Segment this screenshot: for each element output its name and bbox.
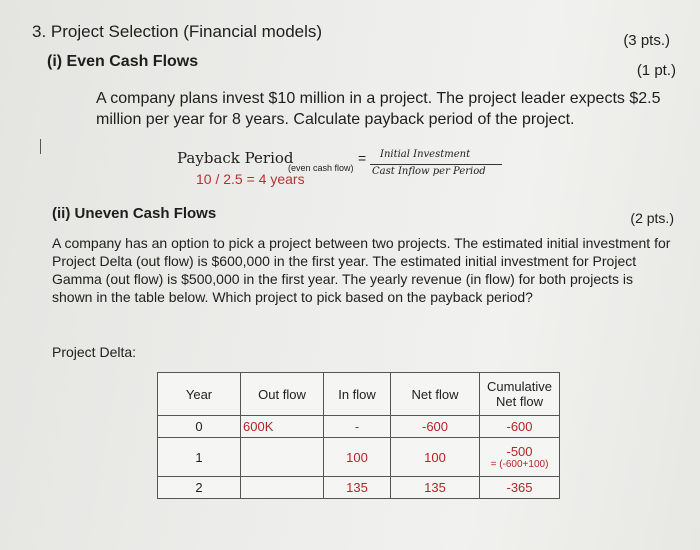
cell-inflow: 100 [324, 438, 391, 477]
cell-outflow: 600K [241, 416, 324, 438]
margin-mark [40, 139, 41, 154]
table-row [158, 416, 560, 438]
table-header-row [158, 373, 560, 416]
header-inflow: In flow [324, 373, 391, 416]
cell-cumulative: -600 [480, 416, 560, 438]
formula-left-term: Payback Period [177, 149, 294, 167]
cell-inflow: 135 [324, 477, 391, 499]
formula-equals: = [358, 150, 367, 166]
part2-points: (2 pts.) [630, 210, 674, 226]
header-cumulative-line1: Cumulative [486, 379, 553, 394]
part1-points: (1 pt.) [636, 62, 676, 79]
cell-year: 0 [158, 416, 241, 438]
question-title: 3. Project Selection (Financial models) [32, 22, 323, 41]
part1-problem-text: A company plans invest $10 million in a project. The project leader expects $2.5 million per year for 8 years. Calculate payback period of the project. [96, 90, 661, 128]
cell-outflow [241, 438, 324, 477]
cell-inflow: - [324, 416, 391, 438]
formula-numerator: Initial Investment [380, 149, 471, 160]
cash-flow-table [157, 372, 560, 499]
cell-cumulative-value: -500 [506, 444, 533, 459]
cell-outflow [241, 477, 324, 499]
part2-problem-text: A company has an option to pick a project between two projects. The estimated initial investment for Project Delta (out flow) is $600,000 in the first year. The estimated initial investment for Project Gamma (out flow) is $500,000 in the first year. The yearly revenue (in flow) for both projects is shown in the table below. Which project to pick based on the payback period? [52, 235, 671, 305]
formula-denominator: Cast Inflow per Period [372, 166, 486, 177]
question-points: (3 pts.) [623, 32, 670, 49]
formula-subscript: (even cash flow) [288, 163, 354, 173]
header-netflow: Net flow [391, 373, 480, 416]
part2-heading: (ii) Uneven Cash Flows [52, 205, 217, 222]
cell-netflow: 100 [391, 438, 480, 477]
project-delta-label: Project Delta: [52, 344, 137, 360]
cell-year: 1 [158, 438, 241, 477]
cell-cumulative [480, 438, 560, 477]
cell-netflow: -600 [391, 416, 480, 438]
cell-year: 2 [158, 477, 241, 499]
header-year: Year [158, 373, 241, 416]
handwritten-calculation: 10 / 2.5 = 4 years [196, 171, 305, 187]
table-row [158, 477, 560, 499]
table-row [158, 438, 560, 477]
cell-netflow: 135 [391, 477, 480, 499]
part1-heading: (i) Even Cash Flows [47, 53, 199, 70]
header-cumulative [480, 373, 560, 416]
header-cumulative-line2: Net flow [496, 394, 543, 409]
cell-cumulative-note: = (-600+100) [490, 459, 549, 470]
fraction-bar [370, 164, 502, 165]
header-outflow: Out flow [241, 373, 324, 416]
cell-cumulative: -365 [480, 477, 560, 499]
